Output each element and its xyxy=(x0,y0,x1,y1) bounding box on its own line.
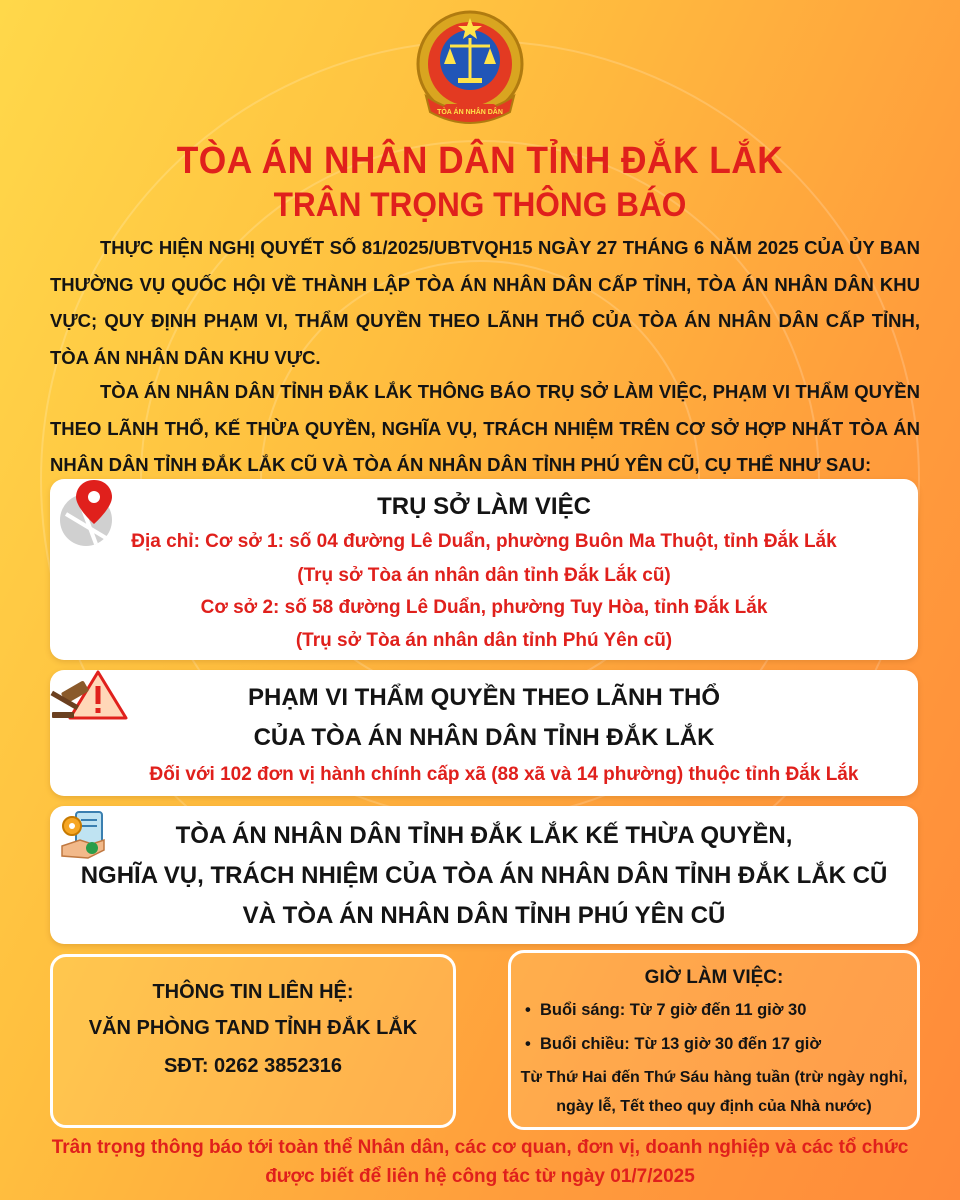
hours-morning xyxy=(525,1001,915,1020)
contact-info-box xyxy=(50,954,456,1128)
hours-title: GIỜ LÀM VIỆC: xyxy=(644,967,784,988)
hours-note-line-1: Từ Thứ Hai đến Thứ Sáu hàng tuần (trừ ngày nghỉ, xyxy=(520,1069,908,1086)
hours-note-line-2: ngày lễ, Tết theo quy định của Nhà nước) xyxy=(556,1098,872,1115)
office-address-line-3: Cơ sở 2: số 58 đường Lê Duẩn, phường Tuy Hòa, tỉnh Đắk Lắk xyxy=(200,597,768,618)
gavel-warning-icon xyxy=(48,668,128,722)
hours-morning-text: Buổi sáng: Từ 7 giờ đến 11 giờ 30 xyxy=(539,1001,807,1019)
inheritance-card xyxy=(50,806,918,944)
footer-line-1: Trân trọng thông báo tới toàn thể Nhân dân, các cơ quan, đơn vị, doanh nghiệp và các tổ chức xyxy=(51,1137,909,1158)
contact-office: VĂN PHÒNG TAND TỈNH ĐẮK LẮK xyxy=(88,1017,418,1039)
svg-text:TÒA ÁN NHÂN DÂN: TÒA ÁN NHÂN DÂN xyxy=(437,109,503,116)
inheritance-line-1: TÒA ÁN NHÂN DÂN TỈNH ĐẮK LẮK KẾ THỪA QUYỀN, xyxy=(175,822,793,849)
office-address-line-4: (Trụ sở Tòa án nhân dân tỉnh Phú Yên cũ) xyxy=(295,630,673,651)
office-address-line-1: Địa chỉ: Cơ sở 1: số 04 đường Lê Duẩn, phường Buôn Ma Thuột, tỉnh Đắk Lắk xyxy=(131,531,837,552)
intro-paragraph-2: TÒA ÁN NHÂN DÂN TỈNH ĐẮK LẮK THÔNG BÁO TRỤ SỞ LÀM VIỆC, PHẠM VI THẨM QUYỀN THEO LÃNH THỔ, KẾ THỪA QUYỀN, NGHĨA VỤ, TRÁCH NHIỆM TRÊN CƠ SỞ HỢP NHẤT TÒA ÁN NHÂN DÂN TỈNH ĐẮK LẮK CŨ VÀ TÒA ÁN NHÂN DÂN TỈNH PHÚ YÊN CŨ, CỤ THỂ NHƯ SAU: xyxy=(50,381,920,475)
page-subtitle: TRÂN TRỌNG THÔNG BÁO xyxy=(273,186,687,224)
page-title: TÒA ÁN NHÂN DÂN TỈNH ĐẮK LẮK xyxy=(176,140,784,182)
contact-phone[interactable]: SĐT: 0262 3852316 xyxy=(164,1055,342,1077)
jurisdiction-card xyxy=(50,670,918,796)
footer-line-2: được biết để liên hệ công tác từ ngày 01/7/2025 xyxy=(265,1166,695,1187)
hours-afternoon xyxy=(525,1035,915,1054)
bullet-icon: • xyxy=(525,1035,540,1053)
document-gear-icon xyxy=(58,810,108,862)
inheritance-line-2: NGHĨA VỤ, TRÁCH NHIỆM CỦA TÒA ÁN NHÂN DÂN TỈNH ĐẮK LẮK CŨ xyxy=(80,862,888,889)
office-card xyxy=(50,479,918,660)
jurisdiction-heading-2: CỦA TÒA ÁN NHÂN DÂN TỈNH ĐẮK LẮK xyxy=(253,724,715,751)
location-pin-icon xyxy=(56,478,120,548)
bullet-icon: • xyxy=(525,1001,540,1019)
intro-paragraph-1: THỰC HIỆN NGHỊ QUYẾT SỐ 81/2025/UBTVQH15 NGÀY 27 THÁNG 6 NĂM 2025 CỦA ỦY BAN THƯỜNG VỤ QUỐC HỘI VỀ THÀNH LẬP TÒA ÁN NHÂN DÂN CẤP TỈNH, TÒA ÁN NHÂN DÂN KHU VỰC; QUY ĐỊNH PHẠM VI, THẨM QUYỀN THEO LÃNH THỔ CỦA TÒA ÁN NHÂN DÂN CẤP TỈNH, TÒA ÁN NHÂN DÂN KHU VỰC. xyxy=(50,237,920,368)
jurisdiction-heading-1: PHẠM VI THẨM QUYỀN THEO LÃNH THỔ xyxy=(248,684,720,711)
hours-afternoon-text: Buổi chiều: Từ 13 giờ 30 đến 17 giờ xyxy=(539,1035,822,1053)
working-hours-box xyxy=(508,950,920,1130)
contact-title: THÔNG TIN LIÊN HỆ: xyxy=(152,981,354,1003)
office-address-line-2: (Trụ sở Tòa án nhân dân tỉnh Đắk Lắk cũ) xyxy=(297,565,671,586)
inheritance-line-3: VÀ TÒA ÁN NHÂN DÂN TỈNH PHÚ YÊN CŨ xyxy=(242,902,726,929)
court-emblem-icon xyxy=(414,8,526,132)
office-card-heading: TRỤ SỞ LÀM VIỆC xyxy=(377,493,591,520)
jurisdiction-detail: Đối với 102 đơn vị hành chính cấp xã (88 xã và 14 phường) thuộc tỉnh Đắk Lắk xyxy=(149,764,859,785)
